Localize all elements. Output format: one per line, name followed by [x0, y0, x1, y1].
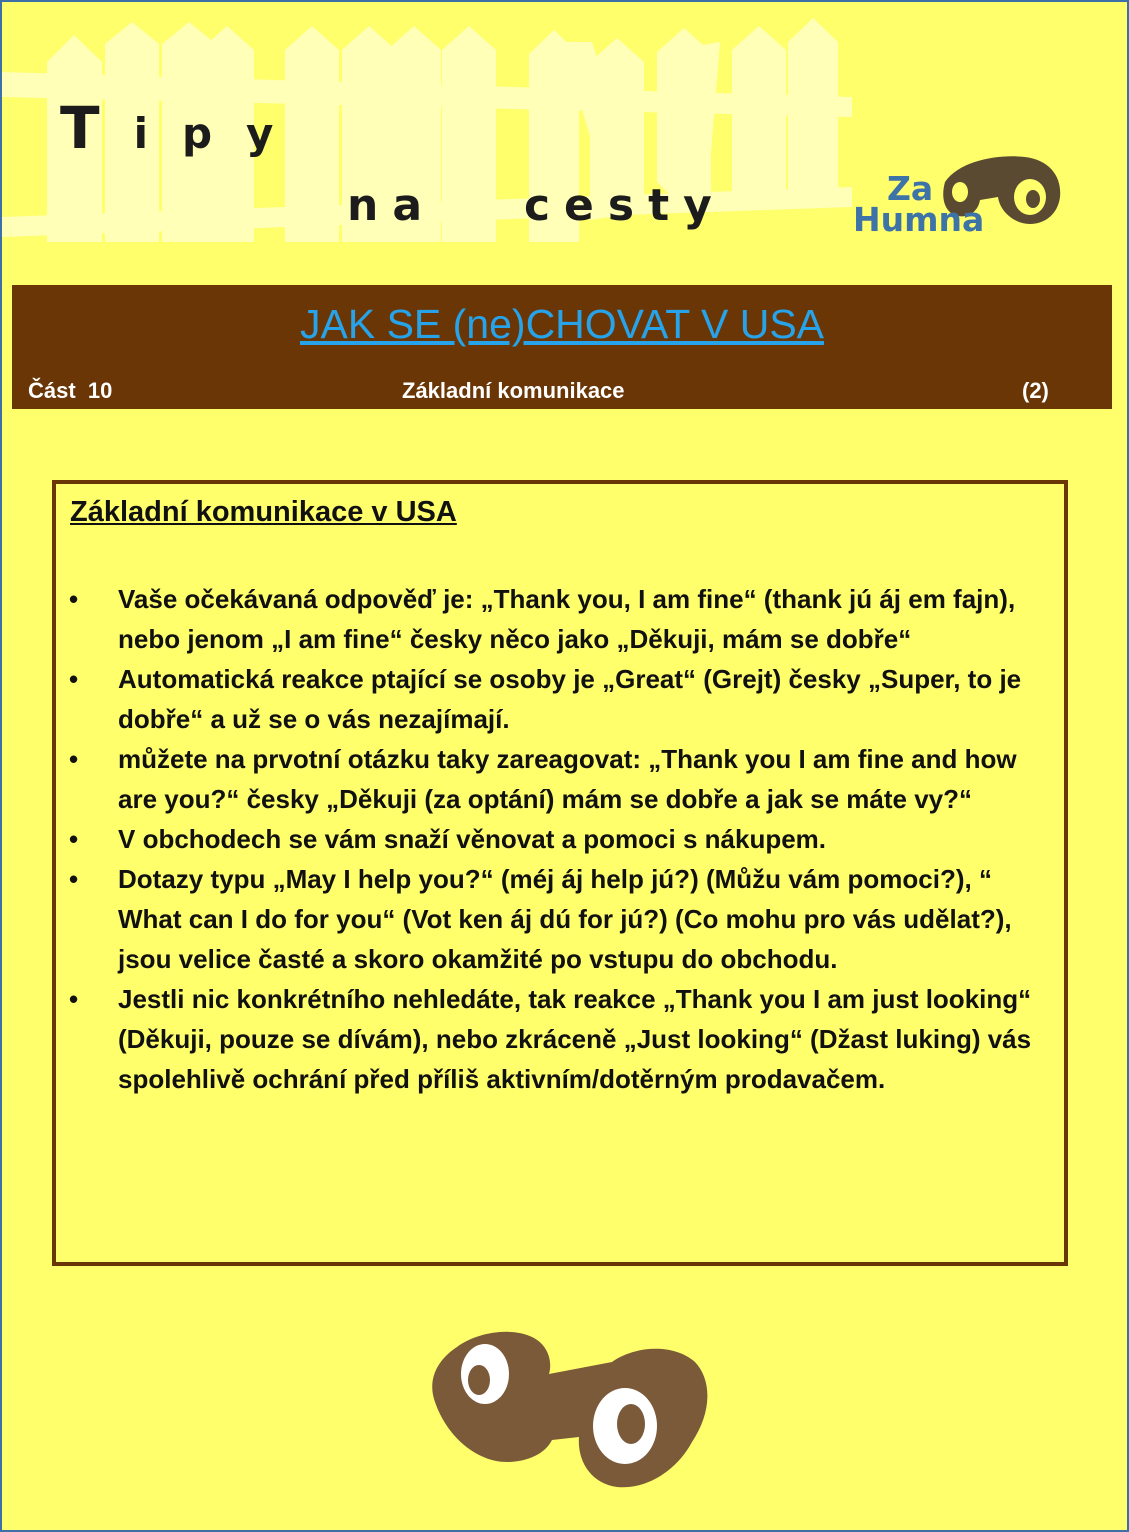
binoculars-icon: [427, 1322, 717, 1502]
part-number: (2): [1022, 378, 1049, 403]
list-item: • Jestli nic konkrétního nehledáte, tak reakce „Thank you I am just looking“ (Děkuji, pouze se dívám), nebo zkráceně „Just looking“ (Džast luking) vás spolehlivě ochrání před příliš aktivním/dotěrným prodavačem.: [56, 979, 1062, 1099]
list-item: • můžete na prvotní otázku taky zareagovat: „Thank you I am fine and how are you?“ česky „Děkuji (za optání) mám se dobře a jak se máte vy?“: [56, 739, 1062, 819]
bullet: •: [69, 584, 79, 614]
bullet: •: [69, 664, 79, 694]
list-item: • Automatická reakce ptající se osoby je „Great“ (Grejt) česky „Super, to je dobře“ a už se o vás nezajímají.: [56, 659, 1062, 739]
content-heading: Základní komunikace v USA: [70, 496, 457, 528]
content-list: [56, 579, 1062, 1099]
bullet: •: [69, 984, 79, 1014]
list-item: • Vaše očekávaná odpověď je: „Thank you, I am fine“ (thank jú áj em fajn), nebo jenom „I am fine“ česky něco jako „Děkuji, mám se dobře“: [56, 579, 1062, 659]
list-item: • Dotazy typu „May I help you?“ (méj áj help jú?) (Můžu vám pomoci?), “ What can I do for you“ (Vot ken áj dú for jú?) (Co mohu pro vás udělat?), jsou velice časté a skoro okamžité po vstupu do obchodu.: [56, 859, 1062, 979]
bullet: •: [69, 864, 79, 894]
logo-humna-text: Humna: [853, 200, 985, 239]
page-title-line1: Tipy: [60, 94, 308, 162]
content-box: [52, 480, 1068, 1266]
header-banner: [12, 285, 1112, 409]
list-item: • V obchodech se vám snaží věnovat a pomoci s nákupem.: [56, 819, 1062, 859]
bullet: •: [69, 824, 79, 854]
topic-label: Základní komunikace: [402, 378, 625, 403]
article-title-link[interactable]: JAK SE (ne)CHOVAT V USA: [299, 301, 825, 347]
logo-za-text: Za: [887, 169, 934, 208]
bullet: •: [69, 744, 79, 774]
page-title-line2: na cesty: [347, 180, 726, 231]
part-label: Část 10: [28, 378, 113, 403]
